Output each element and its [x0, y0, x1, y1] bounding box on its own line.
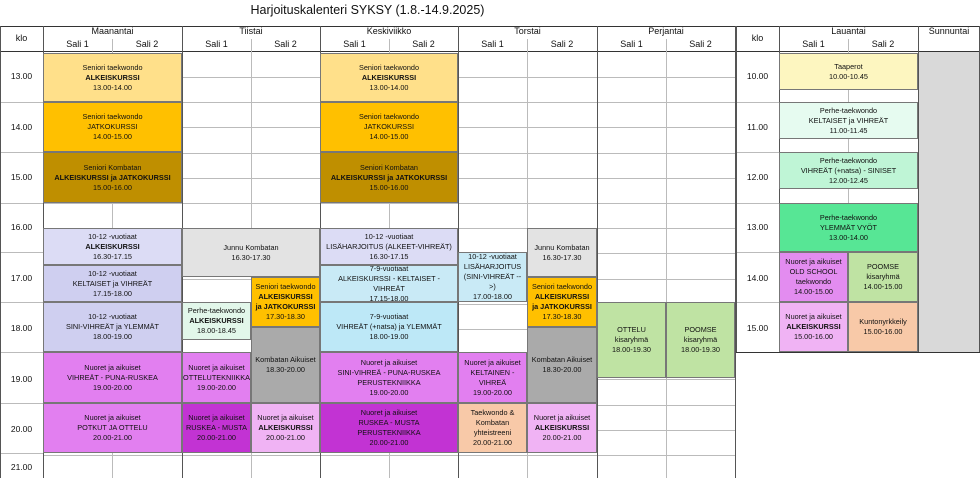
event-line: 19.00-20.00: [473, 387, 512, 397]
event-line: Seniori Kombatan: [83, 162, 142, 172]
event-block: [43, 228, 182, 265]
event-block: [320, 265, 458, 302]
event-line: ja JATKOKURSSI: [255, 302, 316, 311]
event-line: Kuntonyrkkeily: [859, 317, 907, 326]
event-block: [848, 302, 918, 352]
event-block: [320, 152, 458, 203]
grid-line: [918, 26, 919, 352]
time-label: 16.00: [10, 222, 33, 232]
event-line: Junnu Kombatan: [534, 242, 590, 252]
event-line: 10-12 -vuotiaat: [88, 231, 137, 241]
sali2-header: Sali 2: [871, 39, 895, 49]
event-line: 18.30-20.00: [542, 365, 582, 374]
grid-line: [736, 352, 980, 353]
event-block: [779, 302, 848, 352]
event-line: KELTAISET ja VIHREÄT: [808, 115, 889, 125]
event-line: 14.00-15.00: [794, 287, 833, 296]
day-header-sunday: Sunnuntai: [928, 26, 970, 36]
event-line: LISÄHARJOITUS (ALKEET-VIHREÄT): [326, 241, 452, 251]
time-label: 17.00: [10, 273, 33, 283]
time-label: 14.00: [746, 273, 769, 283]
event-line: KELTAISET ja VIHREÄT: [72, 278, 153, 288]
event-line: 18.30-20.00: [266, 365, 305, 374]
klo-header: klo: [15, 33, 28, 43]
event-line: 14.00-15.00: [93, 132, 132, 141]
event-line: 15.00-16.00: [863, 327, 903, 336]
event-line: Perhe-taekwondo: [187, 306, 246, 315]
sali1-header: Sali 1: [620, 39, 643, 49]
event-line: PERUSTEKNIIKKA: [357, 428, 421, 437]
event-block: [320, 403, 458, 453]
grid-line: [736, 51, 980, 52]
event-line: 20.00-21.00: [266, 433, 305, 442]
event-line: 18.00-19.30: [612, 345, 651, 354]
event-line: ALKEISKURSSI: [534, 423, 590, 432]
event-line: Nuoret ja aikuiset: [360, 408, 418, 417]
grid-line: [0, 302, 43, 303]
event-line: JATKOKURSSI: [363, 122, 415, 131]
event-line: Nuoret ja aikuiset: [84, 362, 141, 372]
sali2-header: Sali 2: [689, 39, 712, 49]
event-line: 10-12 -vuotiaat: [468, 252, 517, 261]
grid-line: [0, 152, 43, 153]
event-line: 19.00-20.00: [93, 382, 132, 392]
event-line: Kombatan Aikuiset: [255, 355, 316, 364]
event-block: [43, 302, 182, 352]
time-label: 12.00: [746, 172, 769, 182]
event-line: 10-12 -vuotiaat: [88, 268, 137, 278]
grid-line: [736, 152, 779, 153]
event-line: 20.00-21.00: [473, 438, 512, 447]
event-line: POOMSE kisaryhmä: [866, 262, 900, 281]
event-line: ALKEISKURSSI: [258, 423, 313, 432]
grid-line: [736, 203, 779, 204]
time-label: 18.00: [10, 323, 33, 333]
event-line: POOMSE kisaryhmä: [683, 325, 718, 344]
event-block: [527, 403, 597, 453]
event-line: Nuoret ja aikuiset: [84, 413, 141, 422]
sali1-header: Sali 1: [66, 39, 89, 49]
event-line: 17.15-18.00: [93, 288, 132, 298]
event-line: 7-9-vuotiaat: [369, 265, 409, 273]
event-line: 17.00-18.00: [473, 292, 512, 301]
event-line: SINI-VIHREÄT ja YLEMMÄT: [66, 322, 159, 331]
event-line: POTKUT JA OTTELU: [77, 423, 148, 432]
grid-line: [666, 39, 667, 478]
event-block: [182, 403, 251, 453]
event-line: Nuoret ja aikuiset: [464, 357, 521, 367]
event-line: Nuoret ja aikuiset: [360, 357, 418, 367]
time-label: 13.00: [746, 222, 769, 232]
day-header-thursday: Torstai: [514, 26, 541, 36]
sali1-header: Sali 1: [343, 39, 366, 49]
event-line: 13.00-14.00: [369, 82, 409, 92]
day-header-tuesday: Tiistai: [239, 26, 263, 36]
grid-line: [0, 352, 43, 353]
event-line: ALKEISKURSSI: [258, 292, 313, 301]
event-line: 13.00-14.00: [93, 82, 132, 92]
event-block: [666, 302, 735, 378]
grid-line: [736, 102, 779, 103]
event-block: [320, 228, 458, 265]
time-label: 15.00: [10, 172, 33, 182]
event-line: 13.00-14.00: [829, 232, 868, 242]
event-line: ALKEISKURSSI: [85, 241, 140, 251]
event-line: 20.00-21.00: [542, 433, 582, 442]
sali2-header: Sali 2: [135, 39, 159, 49]
event-block: [43, 352, 182, 403]
klo-header-right: klo: [751, 33, 764, 43]
day-header-wednesday: Keskiviikko: [366, 26, 412, 36]
event-line: 17.15-18.00: [369, 293, 409, 302]
sali1-header: Sali 1: [205, 39, 228, 49]
event-block: [527, 327, 597, 403]
event-block: [320, 102, 458, 152]
event-line: Taaperot: [834, 61, 863, 71]
event-block: [43, 265, 182, 302]
event-block: [182, 228, 320, 277]
time-label: 13.00: [10, 71, 33, 81]
event-block: [251, 277, 320, 327]
event-line: RUSKEA - MUSTA: [358, 418, 420, 427]
day-header-saturday: Lauantai: [831, 26, 866, 36]
event-line: Seniori taekwondo: [358, 112, 420, 121]
time-label: 20.00: [10, 424, 33, 434]
event-line: 14.00-15.00: [369, 132, 409, 141]
event-line: Nuoret ja aikuiset: [785, 257, 842, 266]
event-line: ALKEISKURSSI ja JATKOKURSSI: [330, 172, 448, 182]
event-line: OTTELU kisaryhmä: [614, 325, 649, 344]
grid-line: [736, 252, 779, 253]
event-line: KELTAINEN - VIHREÄ: [470, 367, 515, 387]
event-line: yhteistreeni: [473, 428, 512, 437]
event-line: Perhe-taekwondo: [819, 212, 878, 222]
event-block: [527, 277, 597, 327]
event-line: SINI-VIHREÄ - PUNA-RUSKEA: [337, 367, 441, 377]
event-line: 18.00-18.45: [197, 326, 236, 335]
event-line: 19.00-20.00: [197, 382, 236, 392]
event-line: ALKEISKURSSI: [786, 322, 841, 331]
event-block: [251, 403, 320, 453]
event-line: 20.00-21.00: [197, 433, 236, 442]
event-block: [320, 53, 458, 102]
grid-line: [0, 26, 1, 478]
event-block: [182, 302, 251, 340]
event-line: Nuoret ja aikuiset: [188, 362, 245, 372]
time-label: 19.00: [10, 374, 33, 384]
time-label: 10.00: [746, 71, 769, 81]
event-line: Seniori taekwondo: [358, 62, 420, 72]
event-line: VIHREÄT - PUNA-RUSKEA: [67, 372, 158, 382]
grid-line: [597, 26, 598, 478]
event-line: VIHREÄT (+natsa) - SINISET: [800, 165, 897, 175]
event-line: 18.00-19.00: [93, 332, 132, 341]
event-line: 18.00-19.00: [369, 332, 409, 341]
grid-line: [0, 26, 735, 27]
event-line: Seniori Kombatan: [359, 162, 418, 172]
event-block: [527, 228, 597, 277]
grid-line: [0, 403, 43, 404]
event-block: [848, 252, 918, 302]
grid-line: [0, 203, 43, 204]
event-block: [779, 53, 918, 90]
sali1-header: Sali 1: [802, 39, 825, 49]
event-block: [458, 252, 527, 302]
event-line: 10-12 -vuotiaat: [88, 312, 137, 321]
event-line: 19.00-20.00: [369, 387, 409, 397]
event-line: RUSKEA - MUSTA: [185, 423, 248, 432]
calendar-title: Harjoituskalenteri SYKSY (1.8.-14.9.2025): [250, 3, 485, 17]
grid-line: [0, 252, 43, 253]
event-line: Seniori taekwondo: [531, 282, 593, 291]
event-line: Perhe-taekwondo: [819, 155, 878, 165]
event-line: 11.00-11.45: [829, 125, 868, 135]
event-line: 10.00-10.45: [829, 71, 868, 81]
event-line: 17.30-18.30: [266, 312, 305, 321]
event-line: 17.30-18.30: [542, 312, 582, 321]
time-label: 15.00: [746, 323, 769, 333]
event-line: 16.30-17.30: [231, 252, 271, 262]
event-line: 10-12 -vuotiaat: [364, 231, 414, 241]
day-header-friday: Perjantai: [648, 26, 684, 36]
event-block: [320, 352, 458, 403]
event-line: Nuoret ja aikuiset: [188, 413, 245, 422]
event-line: ALKEISKURSSI: [85, 72, 140, 82]
event-block: [779, 152, 918, 189]
event-line: Nuoret ja aikuiset: [533, 413, 591, 422]
event-line: Perhe-taekwondo: [819, 105, 878, 115]
grid-line: [736, 26, 980, 27]
event-line: ALKEISKURSSI - KELTAISET - VIHREÄT: [338, 273, 440, 293]
event-line: Nuoret ja aikuiset: [257, 413, 314, 422]
event-line: taekwondo: [795, 277, 832, 286]
event-line: ja JATKOKURSSI: [532, 302, 592, 311]
event-line: Seniori taekwondo: [255, 282, 316, 291]
time-label: 11.00: [747, 122, 768, 132]
time-label: 21.00: [10, 462, 33, 472]
event-line: VIHREÄT (+natsa) ja YLEMMÄT: [336, 322, 442, 331]
event-line: ALKEISKURSSI: [534, 292, 590, 301]
event-line: LISÄHARJOITUS: [463, 262, 522, 271]
event-block: [43, 403, 182, 453]
event-line: Seniori taekwondo: [82, 62, 143, 72]
event-block: [182, 352, 251, 403]
event-line: 15.00-16.00: [93, 182, 132, 192]
event-line: 16.30-17.15: [93, 251, 132, 261]
event-line: 20.00-21.00: [93, 433, 132, 442]
grid-line: [0, 102, 43, 103]
event-block: [458, 352, 527, 403]
event-line: 7-9-vuotiaat: [369, 312, 409, 321]
event-block: [458, 403, 527, 453]
time-label: 14.00: [10, 122, 33, 132]
event-line: 16.30-17.30: [542, 252, 582, 262]
event-line: 16.30-17.15: [369, 251, 409, 261]
event-block: [43, 102, 182, 152]
event-line: 15.00-16.00: [794, 332, 833, 341]
sali2-header: Sali 2: [412, 39, 435, 49]
event-block: [43, 53, 182, 102]
event-line: JATKOKURSSI: [87, 122, 138, 131]
sali2-header: Sali 2: [550, 39, 574, 49]
event-line: Kombatan: [475, 418, 510, 427]
grid-line: [0, 453, 43, 454]
event-block: [597, 302, 666, 378]
event-line: ALKEISKURSSI ja JATKOKURSSI: [54, 172, 171, 182]
event-line: Junnu Kombatan: [223, 242, 279, 252]
event-block: [779, 252, 848, 302]
event-block: [43, 152, 182, 203]
event-line: YLEMMÄT VYÖT: [819, 222, 878, 232]
sunday-column: [918, 51, 980, 352]
grid-line: [736, 302, 779, 303]
event-line: 12.00-12.45: [829, 175, 868, 185]
event-block: [779, 203, 918, 252]
event-line: ALKEISKURSSI: [361, 72, 417, 82]
event-line: Taekwondo &: [470, 408, 515, 417]
event-block: [779, 102, 918, 139]
event-line: 18.00-19.30: [681, 345, 720, 354]
event-block: [320, 302, 458, 352]
day-header-monday: Maanantai: [91, 26, 134, 36]
event-line: Kombatan Aikuiset: [531, 355, 593, 364]
event-line: Nuoret ja aikuiset: [785, 312, 842, 321]
event-line: 20.00-21.00: [369, 438, 409, 447]
event-line: 14.00-15.00: [863, 282, 903, 291]
event-line: ALKEISKURSSI: [189, 316, 244, 325]
event-block: [251, 327, 320, 403]
event-line: Seniori taekwondo: [82, 112, 143, 121]
grid-line: [0, 51, 735, 52]
sali2-header: Sali 2: [274, 39, 297, 49]
sali1-header: Sali 1: [481, 39, 504, 49]
event-line: (SINI-VIHREÄT -->): [463, 272, 522, 291]
event-line: 15.00-16.00: [369, 182, 409, 192]
event-line: PERUSTEKNIIKKA: [357, 377, 421, 387]
event-line: OTTELUTEKNIIKKA: [183, 372, 250, 382]
event-line: OLD SCHOOL: [789, 267, 838, 276]
